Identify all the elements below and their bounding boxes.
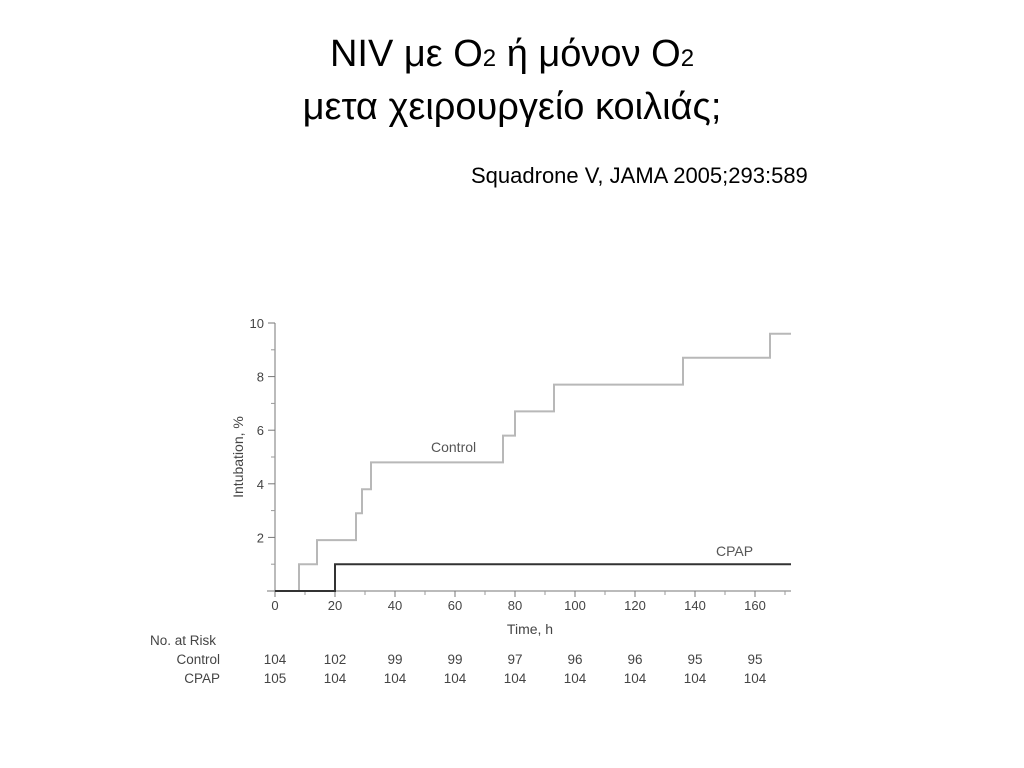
x-tick-label: 160	[744, 598, 766, 613]
y-tick-label: 4	[256, 476, 264, 492]
series-label-control: Control	[431, 439, 477, 455]
risk-value-control: 96	[567, 652, 583, 667]
title-line-2: μετα χειρουργείο κοιλιάς;	[302, 86, 722, 128]
x-tick-label: 120	[624, 598, 646, 613]
risk-row-label-control: Control	[176, 652, 220, 667]
x-tick-label: 100	[564, 598, 586, 613]
risk-value-control: 95	[747, 652, 763, 667]
risk-value-cpap: 105	[263, 671, 287, 686]
title-subscript-1: 2	[482, 45, 497, 72]
risk-value-cpap: 104	[623, 671, 647, 686]
risk-table-header: No. at Risk	[150, 633, 217, 648]
risk-value-cpap: 104	[563, 671, 587, 686]
risk-value-control: 102	[323, 652, 347, 667]
risk-value-control: 96	[627, 652, 643, 667]
risk-value-cpap: 104	[323, 671, 347, 686]
y-tick-label: 8	[256, 369, 264, 385]
risk-value-cpap: 104	[743, 671, 767, 686]
x-tick-label: 60	[447, 598, 463, 613]
title-part-a: NIV με O	[329, 33, 483, 75]
y-tick-label: 2	[256, 530, 264, 546]
series-line-cpap	[275, 564, 791, 591]
x-tick-label: 20	[327, 598, 343, 613]
risk-value-cpap: 104	[383, 671, 407, 686]
risk-value-cpap: 104	[503, 671, 527, 686]
risk-value-cpap: 104	[683, 671, 707, 686]
risk-value-control: 99	[447, 652, 463, 667]
title-subscript-2: 2	[680, 45, 695, 72]
risk-value-control: 99	[387, 652, 403, 667]
risk-value-control: 104	[263, 652, 287, 667]
risk-value-control: 97	[507, 652, 523, 667]
risk-value-cpap: 104	[443, 671, 467, 686]
x-axis-label: Time, h	[506, 621, 554, 637]
risk-value-control: 95	[687, 652, 703, 667]
risk-row-label-cpap: CPAP	[184, 671, 220, 686]
y-tick-label: 6	[256, 423, 264, 439]
title-part-b: ή μόνον O	[496, 33, 681, 75]
series-label-cpap: CPAP	[716, 543, 754, 559]
y-tick-label: 10	[249, 316, 264, 331]
x-tick-label: 140	[684, 598, 706, 613]
x-tick-label: 40	[387, 598, 403, 613]
x-tick-label: 80	[507, 598, 523, 613]
citation: Squadrone V, JAMA 2005;293:589	[471, 163, 808, 188]
y-axis-label: Intubation, %	[230, 416, 246, 498]
x-tick-label: 0	[271, 598, 279, 613]
series-line-control	[275, 334, 791, 591]
